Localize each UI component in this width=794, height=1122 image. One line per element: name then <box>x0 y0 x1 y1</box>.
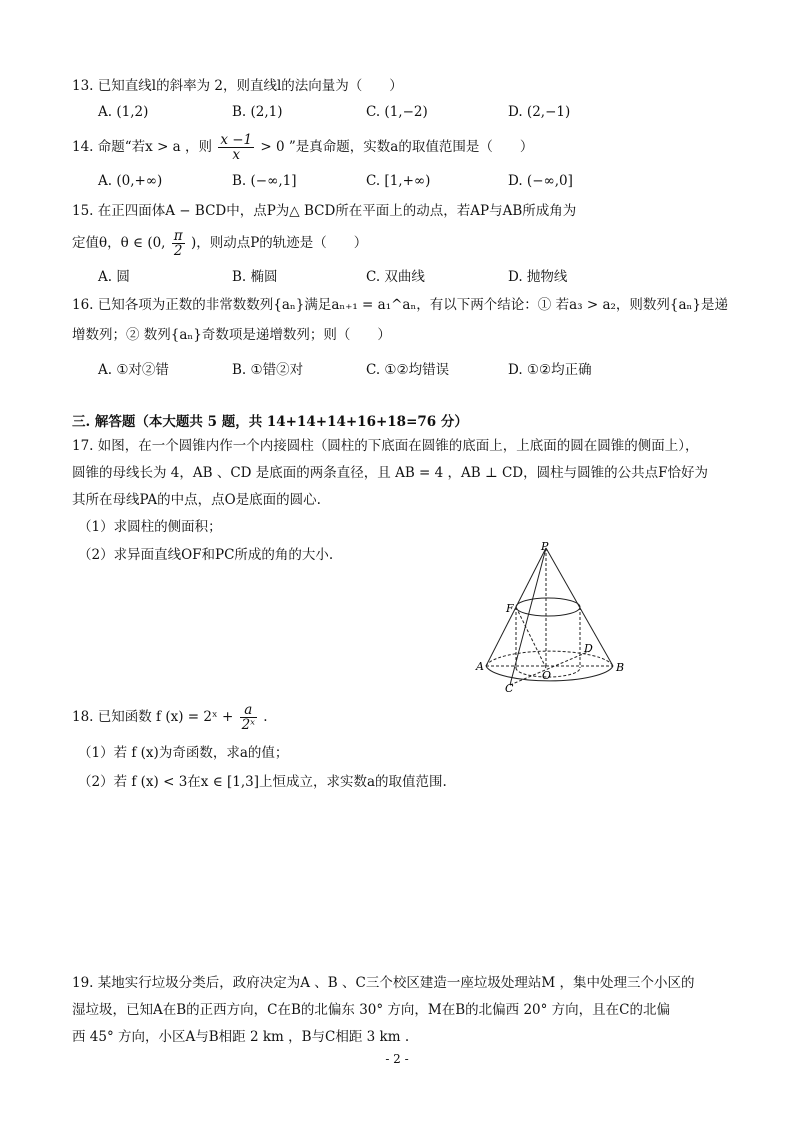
q16-option-c: C. ①②均错误 <box>366 362 450 378</box>
q18-stem <box>72 702 268 732</box>
q16-stem-line1: 16. 已知各项为正数的非常数数列{aₙ}满足aₙ₊₁ = a₁^aₙ，有以下两个结论：① 若a₃ > a₂，则数列{aₙ}是递 <box>72 297 728 313</box>
q18-frac-den: 2ˣ <box>241 717 255 733</box>
q18-sub2: （2）若 f (x) < 3在x ∈ [1,3]上恒成立，求实数a的取值范围. <box>78 774 447 790</box>
label-o: O <box>542 669 552 682</box>
q17-line3: 其所在母线PA的中点，点O是底面的圆心. <box>72 492 321 508</box>
q15-option-b: B. 椭圆 <box>232 269 278 285</box>
q14-stem <box>72 132 533 162</box>
q14-fraction <box>218 133 254 162</box>
q18-sub1: （1）若 f (x)为奇函数，求a的值； <box>78 745 289 761</box>
q16-option-b: B. ①错②对 <box>232 362 304 378</box>
q13-option-d: D. (2,−1) <box>508 104 571 120</box>
q16-stem-line2: 增数列；② 数列{aₙ}奇数项是递增数列；则（ ） <box>72 327 391 343</box>
q13-stem: 13. 已知直线l的斜率为 2，则直线l的法向量为（ ） <box>72 78 403 94</box>
q13-option-b: B. (2,1) <box>232 104 283 120</box>
label-c: C <box>505 682 514 694</box>
q13-options <box>98 104 734 122</box>
q14-frac-den: x <box>232 147 241 163</box>
q14-option-c: C. [1,+∞) <box>366 173 431 189</box>
q15-frac-num: π <box>173 228 183 244</box>
label-p: P <box>541 540 549 553</box>
q18-stem-pre: 18. 已知函数 f (x) = 2ˣ + <box>72 709 234 725</box>
label-f: F <box>506 602 514 615</box>
q15-stem2-post: )，则动点P的轨迹是（ ） <box>190 235 368 251</box>
q17-line2: 圆锥的母线长为 4，AB 、CD 是底面的两条直径，且 AB = 4 ，AB ⊥ CD，圆柱与圆锥的公共点F恰好为 <box>72 465 708 481</box>
q17-sub2: （2）求异面直线OF和PC所成的角的大小. <box>78 547 334 563</box>
q15-stem2-pre: 定值θ，θ ∈ (0, <box>72 235 166 251</box>
q15-frac-den: 2 <box>173 243 183 259</box>
q19-line2: 湿垃圾，已知A在B的正西方向，C在B的北偏东 30° 方向，M在B的北偏西 20° 方向，且在C的北偏 <box>72 1002 671 1018</box>
q16-options <box>98 358 734 376</box>
q15-option-c: C. 双曲线 <box>366 269 425 285</box>
q16-option-d: D. ①②均正确 <box>508 362 592 378</box>
q14-option-a: A. (0,+∞) <box>98 173 163 189</box>
q19-line1: 19. 某地实行垃圾分类后，政府决定为A 、B 、C三个校区建造一座垃圾处理站M ，集中处理三个小区的 <box>72 975 695 991</box>
cone-edge-pc <box>510 548 546 685</box>
q18-stem-post: . <box>263 709 268 725</box>
q15-stem-line1: 15. 在正四面体A − BCD中，点P为△ BCD所在平面上的动点，若AP与AB所成角为 <box>72 203 577 219</box>
q15-stem-line2 <box>72 228 367 258</box>
q15-option-a: A. 圆 <box>98 269 130 285</box>
q14-option-b: B. (−∞,1] <box>232 173 297 189</box>
q19-line3: 西 45° 方向，小区A与B相距 2 km ，B与C相距 3 km . <box>72 1029 410 1045</box>
label-b: B <box>616 661 625 674</box>
q14-frac-num: x −1 <box>220 132 253 148</box>
q14-option-d: D. (−∞,0] <box>508 173 573 189</box>
section3-title: 三. 解答题（本大题共 5 题，共 14+14+14+16+18=76 分） <box>72 414 468 430</box>
label-d: D <box>584 642 593 655</box>
q18-fraction <box>240 703 257 732</box>
q15-options <box>98 265 734 283</box>
q15-fraction <box>172 229 185 258</box>
q18-frac-num: a <box>240 703 257 718</box>
q14-stem-post: > 0 ”是真命题，实数a的取值范围是（ ） <box>260 139 534 155</box>
page-number: - 2 - <box>385 1052 409 1066</box>
cone-cylinder-figure <box>470 538 630 694</box>
q13-option-c: C. (1,−2) <box>366 104 428 120</box>
q14-options <box>98 173 734 191</box>
label-a: A <box>476 660 484 673</box>
q13-option-a: A. (1,2) <box>98 104 149 120</box>
q15-option-d: D. 抛物线 <box>508 269 568 285</box>
cone-base-back <box>486 651 613 666</box>
cylinder-top <box>516 598 580 616</box>
q16-option-a: A. ①对②错 <box>98 362 169 378</box>
q17-line1: 17. 如图，在一个圆锥内作一个内接圆柱（圆柱的下底面在圆锥的底面上，上底面的圆在圆锥的侧面上）， <box>72 438 699 454</box>
q17-sub1: （1）求圆柱的侧面积； <box>78 519 222 535</box>
q14-stem-pre: 14. 命题“若x > a ，则 <box>72 139 213 155</box>
